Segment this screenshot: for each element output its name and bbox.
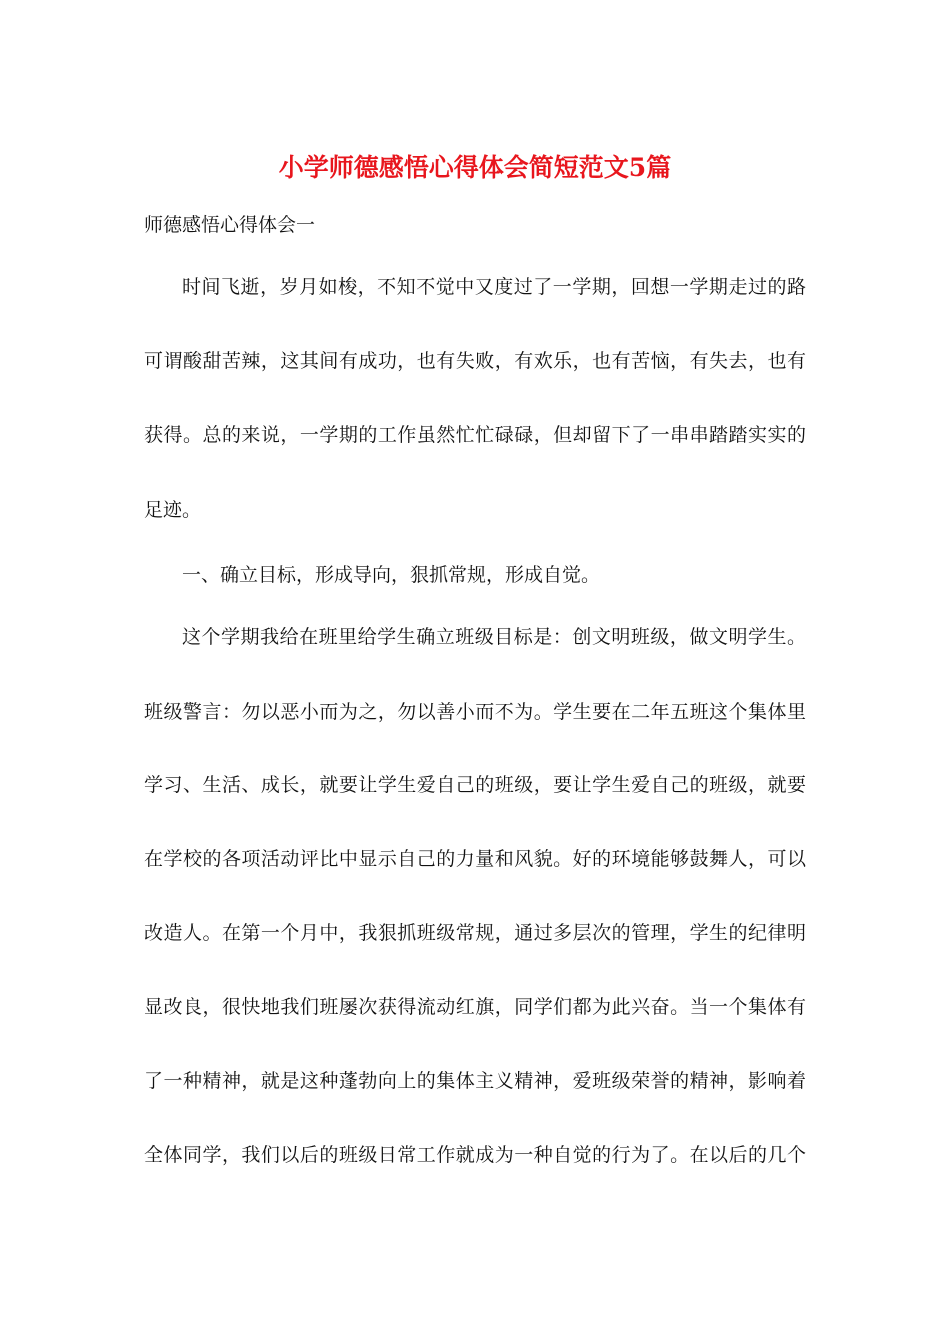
body-line: 班级警言：勿以恶小而为之，勿以善小而不为。学生要在二年五班这个集体里 — [144, 701, 806, 723]
body-line: 学习、生活、成长，就要让学生爱自己的班级，要让学生爱自己的班级，就要 — [144, 774, 806, 796]
body-line: 这个学期我给在班里给学生确立班级目标是：创文明班级，做文明学生。 — [182, 626, 806, 648]
body-line: 全体同学，我们以后的班级日常工作就成为一种自觉的行为了。在以后的几个 — [144, 1144, 806, 1166]
body-line: 了一种精神，就是这种蓬勃向上的集体主义精神，爱班级荣誉的精神，影响着 — [144, 1070, 806, 1092]
body-line: 获得。总的来说，一学期的工作虽然忙忙碌碌，但却留下了一串串踏踏实实的 — [144, 424, 806, 446]
body-line: 显改良，很快地我们班屡次获得流动红旗，同学们都为此兴奋。当一个集体有 — [144, 996, 806, 1018]
body-line: 改造人。在第一个月中，我狠抓班级常规，通过多层次的管理，学生的纪律明 — [144, 922, 806, 944]
body-line: 可谓酸甜苦辣，这其间有成功，也有失败，有欢乐，也有苦恼，有失去，也有 — [144, 350, 806, 372]
numbered-heading: 一、确立目标，形成导向，狠抓常规，形成自觉。 — [182, 564, 601, 586]
body-line: 时间飞逝，岁月如梭，不知不觉中又度过了一学期，回想一学期走过的路 — [182, 276, 806, 298]
section-heading: 师德感悟心得体会一 — [144, 214, 316, 236]
document-title: 小学师德感悟心得体会简短范文5篇 — [278, 153, 672, 182]
body-line: 在学校的各项活动评比中显示自己的力量和风貌。好的环境能够鼓舞人，可以 — [144, 848, 806, 870]
body-line: 足迹。 — [144, 499, 202, 521]
